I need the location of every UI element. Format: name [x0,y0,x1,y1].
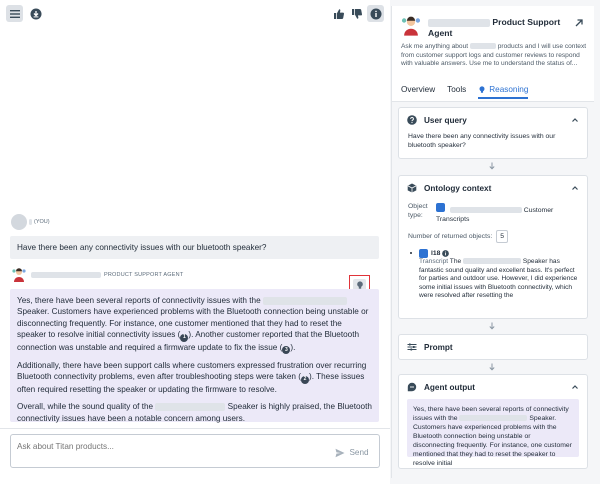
prompt-header[interactable] [399,335,587,359]
object-preview [419,258,578,315]
open-external-icon[interactable] [574,18,584,28]
panel-tabs [401,85,540,99]
ontology-context-header[interactable] [399,176,587,200]
tab-overview[interactable] [401,85,435,99]
citation-badge[interactable]: 1 [180,334,188,342]
chevron-up-icon [571,383,579,391]
agent-text: Speaker is highly praised, the Bluetooth connectivity issues have been a notable concern among users. [17,402,372,423]
agent-description [401,43,587,69]
redacted-product-name [263,297,347,305]
send-label: Send [349,448,369,457]
agent-avatar-icon [400,15,422,37]
redacted-agent-name [428,19,490,27]
returned-objects-row [408,230,578,243]
object-field-text: The [449,258,462,265]
redacted-object-name [450,207,522,213]
user-header [11,214,50,230]
download-icon [30,8,42,20]
agent-title [428,17,568,39]
card-title: Agent output [424,382,475,392]
returned-object-item[interactable] [415,249,578,315]
agent-output-text [407,399,579,467]
agent-avatar-icon [11,267,27,283]
menu-icon [9,8,21,20]
object-field-key: Transcript [419,258,449,265]
object-item-header [419,249,578,258]
agent-message [10,289,379,422]
download-button[interactable] [27,5,44,22]
agent-avatar [11,267,27,283]
menu-button[interactable] [6,5,23,22]
cube-icon [407,183,417,193]
agent-text: ). These issues often required resetting the speaker or updating the firmware to resolve. [17,372,365,395]
info-icon [370,8,382,20]
agent-title-text: Product Support [492,17,561,27]
agent-desc-text: products and I will use context from customer support logs and customer reviews to respond with valuable answers. Use me to understand the status of... [401,43,587,68]
object-type-label: Object type: [408,203,428,219]
agent-paragraph-1 [17,295,372,354]
agent-label: PRODUCT SUPPORT AGENT [104,272,184,278]
thumbs-up-icon [333,8,345,20]
citation-badge[interactable]: 3 [282,346,290,354]
agent-text: ). Another customer reported that the Bluetooth connection was unstable and required a firmware update to fix the issue ( [17,329,360,352]
object-type-value[interactable] [436,203,553,224]
redacted-user-name [29,219,32,225]
settings-sliders-icon [407,342,417,352]
agent-text: Yes, there have been several reports of connectivity issues with the [17,296,261,305]
user-message: Have there been any connectivity issues with our bluetooth speaker? [10,236,379,259]
object-type-row [408,203,578,224]
agent-output-segment: Speaker. Customers have experienced problems with the Bluetooth connection being unstable or disconnecting frequently. For instance, one customer mentioned that they had to reset the speaker to resolve initial [413,415,572,467]
composer [10,434,380,468]
tab-label: Tools [447,85,467,94]
object-type-icon [436,203,445,212]
object-type-text: Customer [523,207,554,214]
agent-paragraph-3 [17,401,372,424]
returned-objects-label: Number of returned objects: [408,233,493,240]
agent-header [11,267,183,283]
thumbs-down-button[interactable] [348,5,365,22]
tab-label: Reasoning [489,85,529,94]
card-title: Ontology context [424,183,492,193]
chevron-up-icon [571,116,579,124]
arrow-down-icon [488,322,496,330]
lightbulb-icon [478,86,486,94]
product-support-avatar [400,15,422,37]
prompt-card [398,334,588,360]
redacted-brand [470,43,496,49]
object-type-text: Transcripts [436,216,470,223]
agent-output-card [398,374,588,469]
agent-text: Speaker. Customers have experienced problems with the Bluetooth connection being unstable or disconnecting frequently. For instance, one customer mentioned that they had to reset the speaker to resolve initial connectivity issues ( [17,307,369,339]
chat-toolbar [0,0,390,28]
object-icon [419,249,428,258]
card-title: User query [424,115,467,125]
agent-paragraph-2 [17,360,372,395]
redacted-product-name [155,403,225,411]
card-title: Prompt [424,342,453,352]
user-avatar [11,214,27,230]
user-label: (YOU) [34,219,50,225]
returned-objects-count: 5 [496,230,508,243]
object-id: l18 [431,250,441,257]
tab-tools[interactable] [447,85,466,99]
agent-text: ). [290,342,296,352]
user-query-header[interactable] [399,108,587,132]
tab-reasoning[interactable] [478,85,528,99]
agent-desc-text: Ask me anything about [401,43,469,50]
ontology-context-card [398,175,588,319]
chat-input[interactable] [17,442,267,451]
arrow-down-icon [488,363,496,371]
reasoning-panel [391,6,593,478]
agent-output-segment: Yes, there have been several reports of connectivity issues with the [413,406,569,422]
send-button[interactable] [330,444,374,461]
info-button[interactable] [367,5,384,22]
help-icon [407,115,417,125]
redacted-agent-name [31,272,101,278]
agent-info-header [392,6,594,102]
arrow-down-icon [488,162,496,170]
agent-title-text: Agent [428,28,453,38]
chat-bubble-icon [407,382,417,392]
send-icon [335,448,345,458]
thumbs-down-icon [351,8,363,20]
agent-text: Additionally, there have been support calls where customers expressed frustration over recurring Bluetooth connectivity problems, even after troubleshooting steps were taken ( [17,361,367,382]
redacted-product-name [459,415,527,421]
object-preview-text [419,258,578,301]
redacted-product-name [463,258,521,264]
thumbs-up-button[interactable] [330,5,347,22]
user-query-card [398,107,588,159]
agent-output-header[interactable] [399,375,587,399]
agent-text: Overall, while the sound quality of the [17,402,154,412]
citation-badge[interactable]: 2 [301,376,309,384]
composer-divider [0,428,390,429]
chevron-up-icon [571,184,579,192]
user-query-text: Have there been any connectivity issues with our bluetooth speaker? [408,133,556,149]
ontology-context-body [399,203,587,315]
info-icon[interactable] [442,250,449,257]
object-field-text: Speaker has fantastic sound quality and excellent bass. It's perfect for parties and outdoor use. However, I did experience some initial issues with Bluetooth connectivity, which were resolved after resetting the [419,258,578,300]
tab-label: Overview [401,85,436,94]
